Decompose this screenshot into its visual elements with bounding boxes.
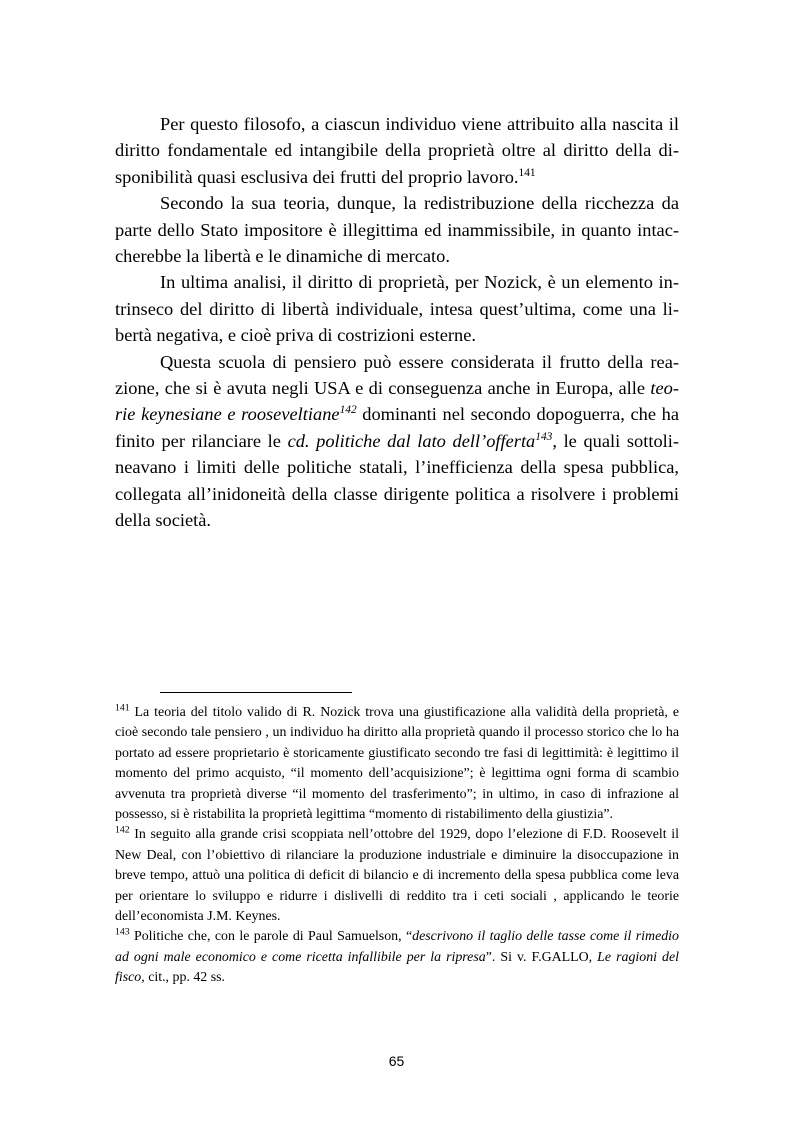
paragraph-text: , le quali sottolineavano i limiti delle politiche statali, l’inefficienza della spesa pubblica, collegata all’inidoneità della classe dirigente politica a risolvere i problemi della società. [115, 430, 679, 531]
footnote-ref[interactable]: 142 [339, 404, 357, 417]
footnote [115, 703, 679, 825]
paragraph-text: In ultima analisi, il diritto di proprietà, per Nozick, è un elemento intrinseco del diritto di libertà individuale, intesa quest’ultima, come una libertà negativa, e cioè priva di costrizioni esterne. [115, 272, 679, 346]
paragraph [115, 111, 679, 190]
italic-term: teorie keynesiane e rooseveltiane [115, 378, 679, 425]
paragraph [115, 190, 679, 269]
paragraph-text: Secondo la sua teoria, dunque, la redistribuzione della ricchezza da parte dello Stato impositore è illegittima ed inammissibile, in quanto intaccherebbe la libertà e le dinamiche di mercato. [115, 193, 679, 267]
footnote-quote: descrivono il taglio delle tasse come il rimedio ad ogni male economico e come ricetta infallibile per la ripresa [115, 929, 679, 965]
footnote-text: La teoria del titolo valido di R. Nozick trova una giustificazione alla validità della proprietà, e cioè secondo tale pensiero , un individuo ha diritto alla proprietà quando il processo storico che lo ha portato ad essere proprietario è storicamente giustificato secondo tre fasi di legittimità: è legittimo il momento del primo acquisto, “il momento dell’acquisizione”; è legittima ogni forma di scambio avvenuta tra proprietà diverse “il momento del trasferimento”; in ultimo, in caso di infrazione al possesso, si è ristabilita la proprietà legittima “momento di ristabilimento della giustizia”. [115, 705, 679, 823]
footnote-number: 142 [115, 824, 130, 836]
footnote-text: ”. Si v. F.GALLO, [485, 949, 598, 965]
paragraph-text: dominanti nel secondo dopoguerra, che ha finito per rilanciare le [115, 404, 679, 451]
footnote [115, 825, 679, 927]
paragraph [115, 349, 679, 534]
footnotes [115, 703, 679, 989]
footnote-citation-title: Le ragioni del fisco [115, 949, 679, 986]
footnote-ref[interactable]: 143 [535, 430, 553, 443]
footnote-ref[interactable]: 141 [518, 166, 536, 179]
page-number: 65 [388, 1053, 405, 1069]
footnote-text: Politiche che, con le parole di Paul Samuelson, “ [129, 929, 413, 945]
footnote-text: In seguito alla grande crisi scoppiata nell’ottobre del 1929, dopo l’elezione di F.D. Roosevelt il New Deal, con l’obiettivo di rilanciare la produzione industriale e diminuire la disoccupazione in breve tempo, attuò una politica di deficit di bilancio e di incremento della spesa pubblica come leva per orientare lo sviluppo e ridurre i dislivelli di reddito tra i ceti sociali , applicando le teorie dell’economista J.M. Keynes. [115, 827, 679, 925]
paragraph-text: Questa scuola di pensiero può essere considerata il frutto della reazione, che si è avuta negli USA e di conseguenza anche in Europa, alle [115, 351, 679, 399]
footnote-number: 143 [115, 926, 130, 938]
paragraph-text: Per questo filosofo, a ciascun individuo viene attribuito alla nascita il diritto fondamentale ed intangibile della proprietà oltre al diritto della disponibilità quasi esclusiva dei frutti del proprio lavoro. [115, 114, 679, 187]
footnote-number: 141 [115, 702, 130, 714]
footnote-text: , cit., pp. 42 ss. [141, 970, 225, 986]
footnote-separator [160, 692, 352, 693]
body-text [115, 111, 679, 534]
footnote [115, 927, 679, 988]
paragraph [115, 269, 679, 348]
italic-term: cd. politiche dal lato dell’offerta [287, 430, 536, 451]
